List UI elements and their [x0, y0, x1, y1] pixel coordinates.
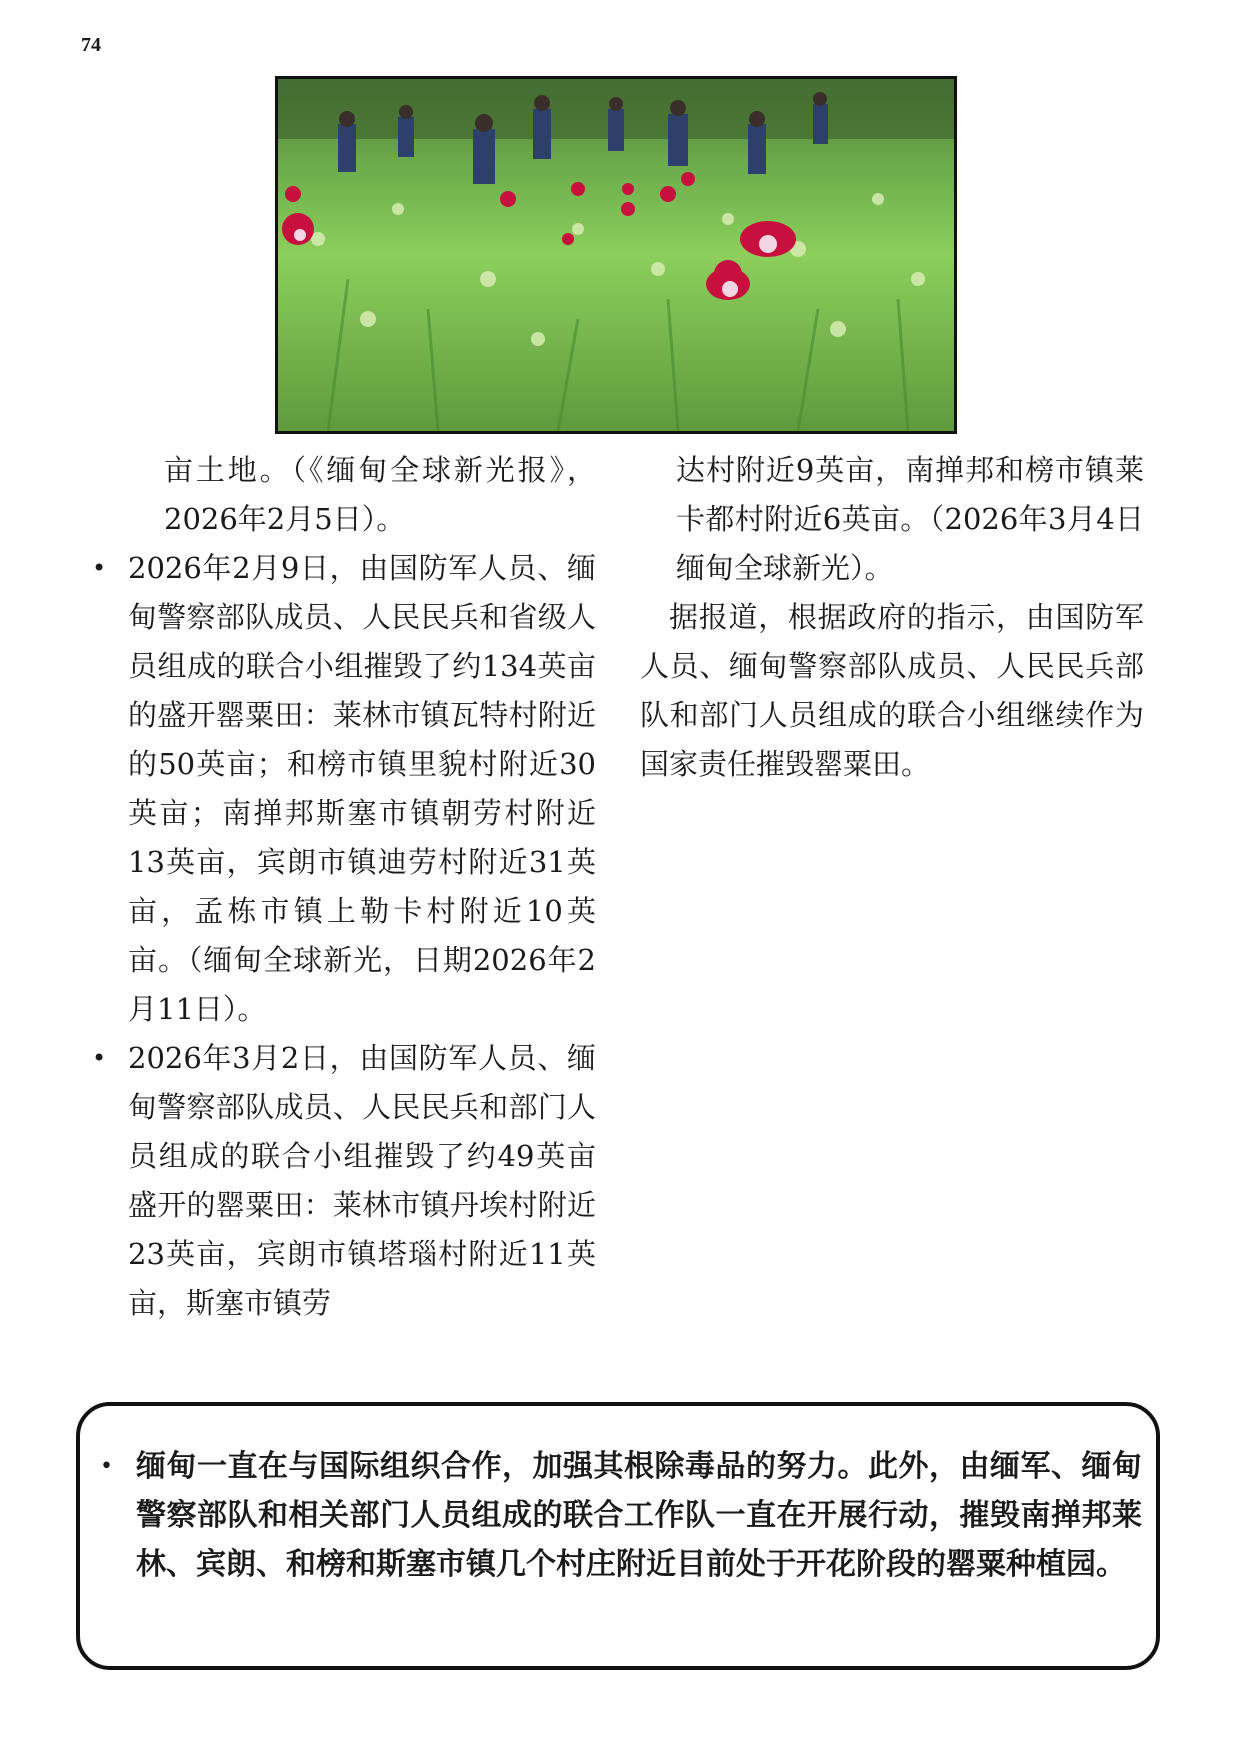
- callout-text: • 缅甸一直在与国际组织合作，加强其根除毒品的努力。此外，由缅军、缅甸警察部队和相关部门人员组成的联合工作队一直在开展行动，摧毁南掸邦莱林、宾朗、和榜和斯塞市镇几个村庄附近目前处于开花阶段的罂粟种植园。: [136, 1442, 1142, 1589]
- left-column: [128, 446, 596, 1328]
- right-column: [640, 446, 1144, 789]
- summary-callout-box: [76, 1402, 1160, 1670]
- right-paragraph: 据报道，根据政府的指示，由国防军人员、缅甸警察部队成员、人民民兵部队和部门人员组成的联合小组继续作为国家责任摧毁罂粟田。: [640, 600, 1144, 781]
- left-bullet-list: [128, 544, 596, 1328]
- page-number: 74: [81, 34, 101, 56]
- bullet-item: • 2026年2月9日，由国防军人员、缅甸警察部队成员、人民民兵和省级人员组成的联合小组摧毁了约134英亩的盛开罂粟田：莱林市镇瓦特村附近的50英亩；和榜市镇里貌村附近30英亩；南掸邦斯塞市镇朝劳村附近13英亩，宾朗市镇迪劳村附近31英亩，孟栋市镇上勒卡村附近10英亩。（缅甸全球新光，日期2026年2月11日）。: [128, 544, 596, 1034]
- right-continuation-text: 达村附近9英亩，南掸邦和榜市镇莱卡都村附近6英亩。（2026年3月4日缅甸全球新光）。: [676, 453, 1144, 585]
- bullet-item: • 2026年3月2日，由国防军人员、缅甸警察部队成员、人民民兵和部门人员组成的联合小组摧毁了约49英亩盛开的罂粟田：莱林市镇丹埃村附近23英亩，宾朗市镇塔瑙村附近11英亩，斯塞市镇劳: [128, 1034, 596, 1328]
- left-continuation-text: 亩土地。（《缅甸全球新光报》，2026年2月5日）。: [164, 453, 596, 536]
- poppy-field-eradication-photo: [278, 79, 954, 431]
- poppy-field-photo: [275, 76, 957, 434]
